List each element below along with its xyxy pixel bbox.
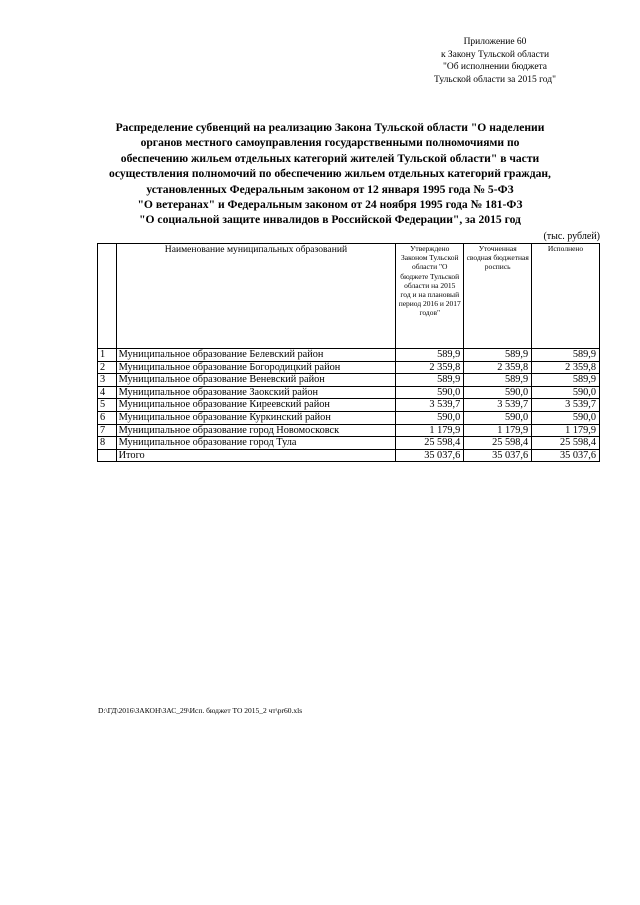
header-refined: Уточненная сводная бюджетная роспись bbox=[464, 244, 532, 349]
title-line: "О социальной защите инвалидов в Российской Федерации", за 2015 год bbox=[139, 213, 521, 227]
header-name: Наименование муниципальных образований bbox=[116, 244, 396, 349]
title-line: установленных Федеральным законом от 12 января 1995 года № 5-ФЗ bbox=[146, 182, 514, 196]
table-row bbox=[98, 361, 600, 374]
row-number: 5 bbox=[98, 399, 117, 412]
row-executed: 590,0 bbox=[532, 411, 600, 424]
row-name: Муниципальное образование Веневский район bbox=[116, 374, 396, 387]
appendix-line: Приложение 60 bbox=[463, 37, 527, 47]
row-approved: 25 598,4 bbox=[396, 437, 464, 450]
row-executed: 590,0 bbox=[532, 386, 600, 399]
row-executed: 1 179,9 bbox=[532, 424, 600, 437]
total-refined: 35 037,6 bbox=[464, 449, 532, 462]
table-row bbox=[98, 374, 600, 387]
row-executed: 3 539,7 bbox=[532, 399, 600, 412]
appendix-note bbox=[390, 36, 600, 86]
row-name: Муниципальное образование Заокский район bbox=[116, 386, 396, 399]
row-approved: 589,9 bbox=[396, 349, 464, 362]
row-refined: 590,0 bbox=[464, 386, 532, 399]
appendix-line: Тульской области за 2015 год" bbox=[434, 74, 556, 85]
row-number: 1 bbox=[98, 349, 117, 362]
row-name: Муниципальное образование город Тула bbox=[116, 437, 396, 450]
header-number bbox=[98, 244, 117, 349]
row-executed: 589,9 bbox=[532, 349, 600, 362]
table-header-row bbox=[98, 244, 600, 349]
title-line: "О ветеранах" и Федеральным законом от 24 ноября 1995 года № 181-ФЗ bbox=[137, 198, 523, 212]
title-line: осуществления полномочий по обеспечению жильем отдельных категорий граждан, bbox=[109, 167, 551, 181]
table-row bbox=[98, 349, 600, 362]
row-number: 7 bbox=[98, 424, 117, 437]
budget-table bbox=[97, 243, 600, 462]
row-refined: 589,9 bbox=[464, 374, 532, 387]
document-title bbox=[90, 120, 570, 228]
table-row bbox=[98, 411, 600, 424]
row-refined: 3 539,7 bbox=[464, 399, 532, 412]
row-number: 2 bbox=[98, 361, 117, 374]
total-number bbox=[98, 449, 117, 462]
row-approved: 2 359,8 bbox=[396, 361, 464, 374]
row-refined: 1 179,9 bbox=[464, 424, 532, 437]
row-refined: 590,0 bbox=[464, 411, 532, 424]
table-row bbox=[98, 386, 600, 399]
header-approved: Утверждено Законом Тульской области "О бюджете Тульской области на 2015 год и на плановый период 2016 и 2017 годов" bbox=[396, 244, 464, 349]
row-number: 6 bbox=[98, 411, 117, 424]
title-line: органов местного самоуправления государственными полномочиями по bbox=[140, 136, 520, 150]
title-line: Распределение субвенций на реализацию Закона Тульской области "О наделении bbox=[115, 121, 545, 134]
total-executed: 35 037,6 bbox=[532, 449, 600, 462]
appendix-line: к Закону Тульской области bbox=[440, 49, 550, 60]
title-line: обеспечению жильем отдельных категорий жителей Тульской области" в части bbox=[120, 151, 540, 165]
row-number: 3 bbox=[98, 374, 117, 387]
row-refined: 2 359,8 bbox=[464, 361, 532, 374]
row-number: 8 bbox=[98, 437, 117, 450]
row-refined: 589,9 bbox=[464, 349, 532, 362]
row-refined: 25 598,4 bbox=[464, 437, 532, 450]
row-name: Муниципальное образование город Новомосковск bbox=[116, 424, 396, 437]
row-approved: 1 179,9 bbox=[396, 424, 464, 437]
table-row bbox=[98, 424, 600, 437]
header-executed: Исполнено bbox=[532, 244, 600, 349]
row-executed: 25 598,4 bbox=[532, 437, 600, 450]
total-label: Итого bbox=[116, 449, 396, 462]
row-executed: 2 359,8 bbox=[532, 361, 600, 374]
row-executed: 589,9 bbox=[532, 374, 600, 387]
table-total-row bbox=[98, 449, 600, 462]
row-name: Муниципальное образование Киреевский район bbox=[116, 399, 396, 412]
row-number: 4 bbox=[98, 386, 117, 399]
row-approved: 3 539,7 bbox=[396, 399, 464, 412]
row-approved: 589,9 bbox=[396, 374, 464, 387]
table-row bbox=[98, 399, 600, 412]
appendix-line: "Об исполнении бюджета bbox=[442, 62, 548, 72]
table-row bbox=[98, 437, 600, 450]
row-approved: 590,0 bbox=[396, 411, 464, 424]
units-label: (тыс. рублей) bbox=[543, 231, 600, 242]
row-name: Муниципальное образование Белевский район bbox=[116, 349, 396, 362]
row-name: Муниципальное образование Куркинский район bbox=[116, 411, 396, 424]
total-approved: 35 037,6 bbox=[396, 449, 464, 462]
row-name: Муниципальное образование Богородицкий район bbox=[116, 361, 396, 374]
file-path-footer: D:\ГД\2016\ЗАКОН\ЗАС_29\Исп. бюджет ТО 2015_2 чт\pr60.xls bbox=[98, 706, 303, 715]
row-approved: 590,0 bbox=[396, 386, 464, 399]
